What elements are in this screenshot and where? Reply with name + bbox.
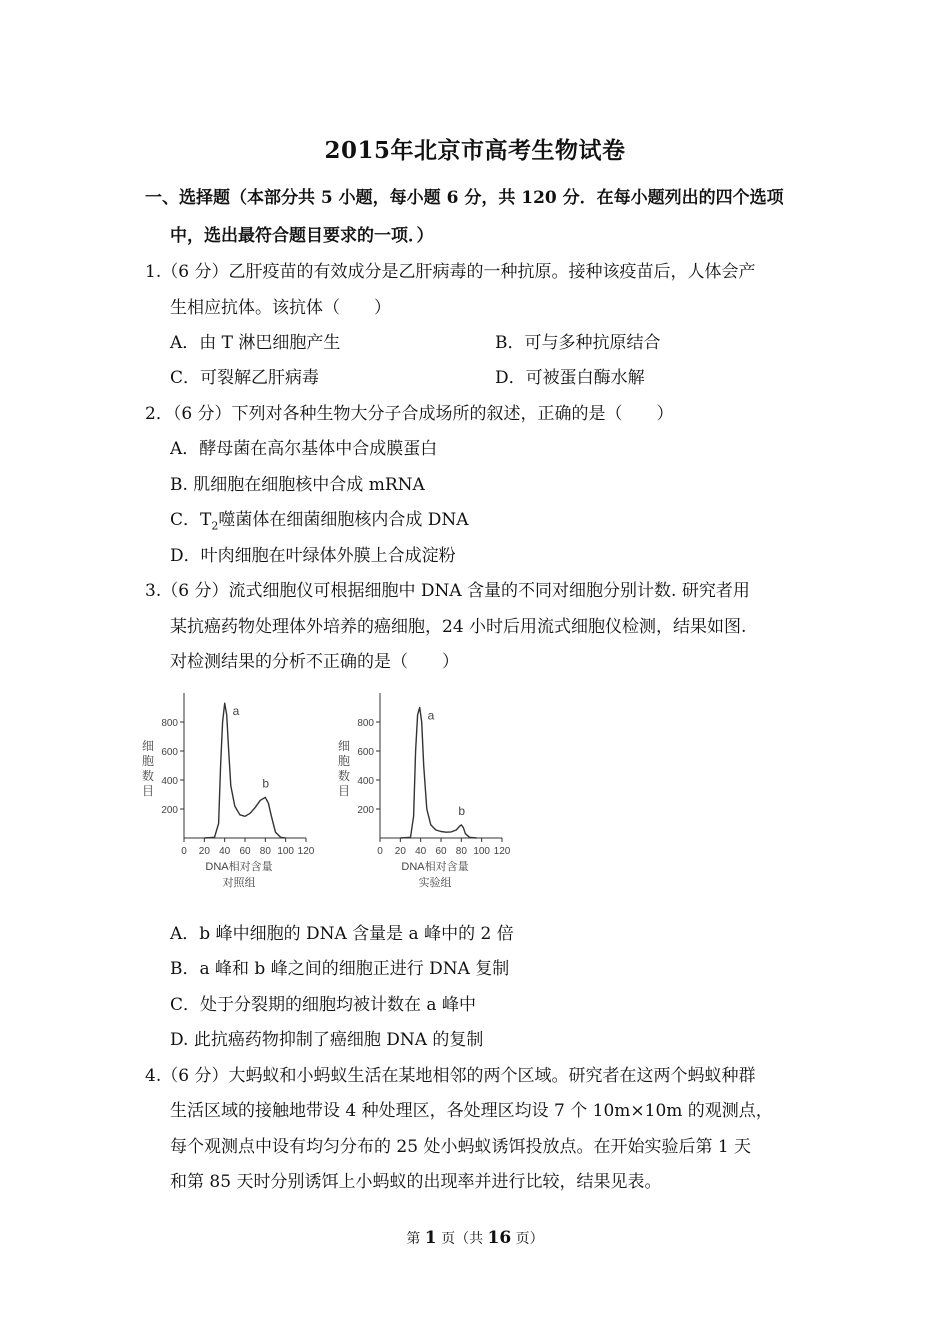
q2-option-c-prefix: C．T	[170, 510, 212, 530]
x-tick-label: 100	[277, 846, 295, 857]
y-tick-label: 200	[357, 805, 374, 816]
y-tick-label: 600	[357, 747, 374, 758]
section-heading-line2: 中，选出最符合题目要求的一项．）	[170, 226, 434, 246]
x-tick-label: 0	[181, 846, 187, 857]
q1-option-c: C．可裂解乙肝病毒	[170, 368, 320, 388]
q3-option-d: D. 此抗癌药物抑制了癌细胞 DNA 的复制	[170, 1030, 484, 1050]
x-tick-label: 80	[455, 846, 467, 857]
y-tick-label: 400	[357, 776, 374, 787]
y-tick-label: 800	[357, 718, 374, 729]
y-axis-label-char: 数	[142, 769, 155, 783]
y-axis-label-char: 细	[338, 739, 351, 753]
y-axis-label-char: 胞	[338, 754, 351, 768]
q4-stem-line1: 4.（6 分）大蚂蚁和小蚂蚁生活在某地相邻的两个区域。研究者在这两个蚂蚁种群	[145, 1066, 756, 1086]
footer-total-pages: 16	[487, 1228, 512, 1248]
x-tick-label: 60	[435, 846, 447, 857]
data-series-line	[204, 703, 285, 838]
x-tick-label: 120	[297, 846, 315, 857]
q1-stem-line1: 1.（6 分）乙肝疫苗的有效成分是乙肝病毒的一种抗原。接种该疫苗后，人体会产	[145, 262, 756, 282]
x-tick-label: 120	[493, 846, 511, 857]
q1-option-b: B．可与多种抗原结合	[495, 333, 661, 353]
peak-label-a: a	[232, 704, 240, 719]
flow-cytometry-chart-experiment	[334, 688, 524, 898]
chart-title: 实验组	[418, 877, 452, 889]
footer-page-number: 1	[424, 1228, 437, 1248]
q1-stem-line2: 生相应抗体。该抗体（ ）	[170, 298, 391, 318]
y-tick-label: 400	[161, 776, 178, 787]
q3-stem-line1: 3.（6 分）流式细胞仪可根据细胞中 DNA 含量的不同对细胞分别计数. 研究者用	[145, 581, 750, 601]
y-axis-label-char: 目	[142, 784, 155, 798]
x-axis-label: DNA相对含量	[205, 861, 273, 873]
x-tick-label: 0	[377, 846, 383, 857]
y-tick-label: 800	[161, 718, 178, 729]
q3-option-a: A．b 峰中细胞的 DNA 含量是 a 峰中的 2 倍	[170, 924, 514, 944]
q2-option-c	[170, 509, 469, 537]
data-series-line	[400, 708, 476, 839]
x-axis-label: DNA相对含量	[401, 861, 469, 873]
q3-stem-line2: 某抗癌药物处理体外培养的癌细胞，24 小时后用流式细胞仪检测，结果如图.	[170, 617, 747, 637]
q2-stem: 2．（6 分）下列对各种生物大分子合成场所的叙述，正确的是（ ）	[145, 404, 674, 424]
q2-option-d: D．叶肉细胞在叶绿体外膜上合成淀粉	[170, 546, 456, 566]
q1-option-a: A．由 T 淋巴细胞产生	[170, 333, 341, 353]
q2-option-c-subscript: 2	[211, 519, 219, 533]
q3-option-b: B．a 峰和 b 峰之间的细胞正进行 DNA 复制	[170, 959, 510, 979]
q2-option-c-rest: 噬菌体在细菌细胞核内合成 DNA	[218, 510, 469, 530]
y-axis-label-char: 细	[142, 739, 155, 753]
x-tick-label: 20	[394, 846, 406, 857]
q4-stem-line4: 和第 85 天时分别诱饵上小蚂蚁的出现率并进行比较，结果见表。	[170, 1172, 662, 1192]
q2-option-b: B. 肌细胞在细胞核中合成 mRNA	[170, 475, 425, 495]
x-tick-label: 40	[219, 846, 231, 857]
q2-option-a: A．酵母菌在高尔基体中合成膜蛋白	[170, 439, 438, 459]
section-heading-line1: 一、选择题（本部分共 5 小题，每小题 6 分，共 120 分．在每小题列出的四个选项	[145, 188, 784, 208]
page-title: 2015年北京市高考生物试卷	[324, 137, 626, 164]
x-tick-label: 80	[259, 846, 271, 857]
footer-prefix: 第	[406, 1231, 425, 1247]
x-tick-label: 100	[473, 846, 491, 857]
y-tick-label: 600	[161, 747, 178, 758]
peak-label-a: a	[427, 708, 435, 723]
q1-option-d: D．可被蛋白酶水解	[495, 368, 645, 388]
y-axis-label-char: 数	[338, 769, 351, 783]
x-tick-label: 60	[239, 846, 251, 857]
peak-label-b: b	[458, 803, 466, 818]
footer-suffix: 页）	[511, 1231, 544, 1247]
footer-mid: 页（共	[436, 1231, 488, 1247]
q4-stem-line2: 生活区域的接触地带设 4 种处理区，各处理区均设 7 个 10m×10m 的观测点，	[170, 1101, 773, 1121]
page-footer	[0, 1228, 950, 1248]
x-tick-label: 20	[198, 846, 210, 857]
q3-stem-line3: 对检测结果的分析不正确的是（ ）	[170, 652, 459, 672]
y-axis-label-char: 胞	[142, 754, 155, 768]
flow-cytometry-chart-control	[138, 688, 328, 898]
chart-title: 对照组	[222, 877, 256, 889]
q3-option-c: C．处于分裂期的细胞均被计数在 a 峰中	[170, 995, 476, 1015]
q4-stem-line3: 每个观测点中设有均匀分布的 25 处小蚂蚁诱饵投放点。在开始实验后第 1 天	[170, 1137, 752, 1157]
x-tick-label: 40	[415, 846, 427, 857]
peak-label-b: b	[262, 776, 270, 791]
y-tick-label: 200	[161, 805, 178, 816]
y-axis-label-char: 目	[338, 784, 351, 798]
